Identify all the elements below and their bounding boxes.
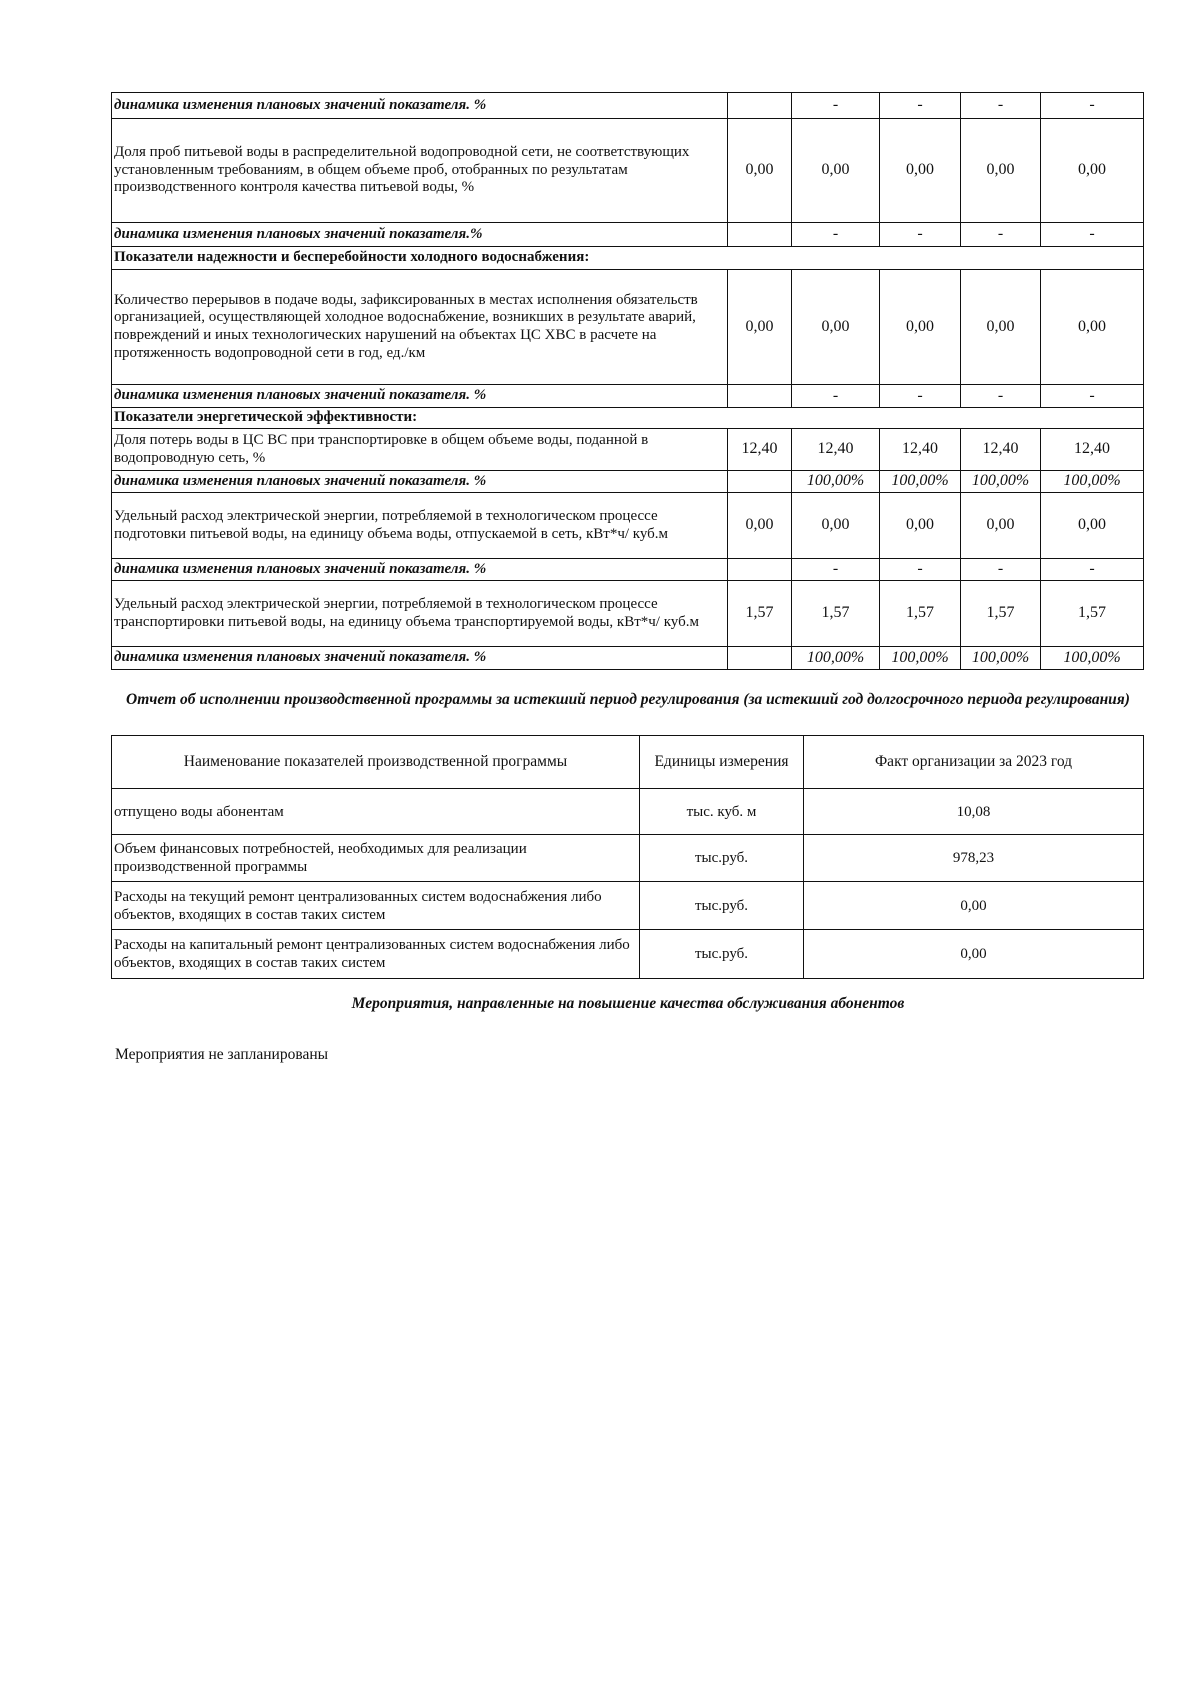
- value-cell: 100,00%: [880, 647, 961, 670]
- value-cell: [728, 385, 792, 408]
- indicator-label: Удельный расход электрической энергии, потребляемой в технологическом процессе транспортировки питьевой воды, на единицу объема транспортируемой воды, кВт*ч/ куб.м: [112, 581, 728, 647]
- row-name: Расходы на текущий ремонт централизованных систем водоснабжения либо объектов, входящих в состав таких систем: [112, 882, 640, 930]
- indicator-label: Доля потерь воды в ЦС ВС при транспортировке в общем объеме воды, поданной в водопроводную сеть, %: [112, 429, 728, 471]
- value-cell: 0,00: [1041, 493, 1144, 559]
- table-row: [112, 882, 1144, 930]
- indicator-row: [112, 119, 1144, 223]
- value-cell: 0,00: [880, 119, 961, 223]
- dynamics-label: динамика изменения плановых значений показателя. %: [112, 471, 728, 493]
- value-cell: 0,00: [880, 270, 961, 385]
- value-cell: 100,00%: [792, 471, 880, 493]
- value-cell: 12,40: [961, 429, 1041, 471]
- dynamics-row: [112, 385, 1144, 408]
- dynamics-row: [112, 647, 1144, 670]
- value-cell: 0,00: [728, 270, 792, 385]
- indicator-row: [112, 429, 1144, 471]
- value-cell: 0,00: [792, 493, 880, 559]
- value-cell: 1,57: [792, 581, 880, 647]
- row-unit: тыс.руб.: [640, 930, 804, 979]
- value-cell: 100,00%: [961, 647, 1041, 670]
- value-cell: -: [792, 385, 880, 408]
- indicator-label: Количество перерывов в подаче воды, зафиксированных в местах исполнения обязательств организацией, осуществляющей холодное водоснабжение, возникших в результате аварий, повреждений и иных технологических нарушений на объектах ЦС ХВС в расчете на протяженность водопроводной сети в год, ед./км: [112, 270, 728, 385]
- value-cell: [728, 93, 792, 119]
- value-cell: 0,00: [961, 493, 1041, 559]
- indicator-row: [112, 581, 1144, 647]
- row-name: отпущено воды абонентам: [112, 789, 640, 835]
- value-cell: -: [880, 93, 961, 119]
- dynamics-label: динамика изменения плановых значений показателя. %: [112, 385, 728, 408]
- dynamics-row: [112, 559, 1144, 581]
- section-header-row: [112, 408, 1144, 429]
- value-cell: 12,40: [1041, 429, 1144, 471]
- value-cell: 0,00: [880, 493, 961, 559]
- value-cell: -: [1041, 559, 1144, 581]
- value-cell: -: [1041, 93, 1144, 119]
- dynamics-label: динамика изменения плановых значений показателя. %: [112, 559, 728, 581]
- row-unit: тыс.руб.: [640, 835, 804, 882]
- value-cell: 100,00%: [792, 647, 880, 670]
- dynamics-row: [112, 93, 1144, 119]
- value-cell: 100,00%: [1041, 471, 1144, 493]
- header-fact: Факт организации за 2023 год: [804, 736, 1144, 789]
- value-cell: [728, 647, 792, 670]
- indicator-row: [112, 270, 1144, 385]
- value-cell: -: [961, 223, 1041, 247]
- indicators-table: [111, 92, 1144, 670]
- measures-title: Мероприятия, направленные на повышение качества обслуживания абонентов: [351, 995, 905, 1012]
- row-unit: тыс.руб.: [640, 882, 804, 930]
- report-table: [111, 735, 1144, 979]
- value-cell: 1,57: [961, 581, 1041, 647]
- dynamics-label: динамика изменения плановых значений показателя. %: [112, 93, 728, 119]
- indicator-label: Удельный расход электрической энергии, потребляемой в технологическом процессе подготовки питьевой воды, на единицу объема воды, отпускаемой в сеть, кВт*ч/ куб.м: [112, 493, 728, 559]
- row-fact: 10,08: [804, 789, 1144, 835]
- dynamics-row: [112, 471, 1144, 493]
- value-cell: -: [961, 385, 1041, 408]
- value-cell: 1,57: [728, 581, 792, 647]
- value-cell: 0,00: [961, 119, 1041, 223]
- value-cell: [728, 223, 792, 247]
- value-cell: -: [1041, 223, 1144, 247]
- table-row: [112, 835, 1144, 882]
- value-cell: 100,00%: [880, 471, 961, 493]
- row-name: Объем финансовых потребностей, необходимых для реализации производственной программы: [112, 835, 640, 882]
- row-unit: тыс. куб. м: [640, 789, 804, 835]
- value-cell: 0,00: [1041, 119, 1144, 223]
- section-title: Показатели надежности и бесперебойности холодного водоснабжения:: [112, 247, 1144, 270]
- report-title: Отчет об исполнении производственной программы за истекший период регулирования (за истекший год долгосрочного периода регулирования): [126, 691, 1130, 708]
- row-fact: 0,00: [804, 930, 1144, 979]
- value-cell: -: [961, 559, 1041, 581]
- row-fact: 978,23: [804, 835, 1144, 882]
- dynamics-label: динамика изменения плановых значений показателя.%: [112, 223, 728, 247]
- value-cell: 100,00%: [961, 471, 1041, 493]
- header-indicator-name: Наименование показателей производственной программы: [112, 736, 640, 789]
- measures-text: Мероприятия не запланированы: [115, 1046, 329, 1063]
- value-cell: 0,00: [792, 270, 880, 385]
- value-cell: 12,40: [880, 429, 961, 471]
- value-cell: 0,00: [728, 493, 792, 559]
- value-cell: 0,00: [1041, 270, 1144, 385]
- value-cell: -: [1041, 385, 1144, 408]
- row-fact: 0,00: [804, 882, 1144, 930]
- table-row: [112, 930, 1144, 979]
- value-cell: -: [880, 385, 961, 408]
- dynamics-label: динамика изменения плановых значений показателя. %: [112, 647, 728, 670]
- value-cell: -: [792, 223, 880, 247]
- row-name: Расходы на капитальный ремонт централизованных систем водоснабжения либо объектов, входящих в состав таких систем: [112, 930, 640, 979]
- value-cell: 100,00%: [1041, 647, 1144, 670]
- value-cell: 0,00: [961, 270, 1041, 385]
- value-cell: -: [792, 559, 880, 581]
- section-header-row: [112, 247, 1144, 270]
- value-cell: 0,00: [792, 119, 880, 223]
- value-cell: 12,40: [792, 429, 880, 471]
- value-cell: 1,57: [1041, 581, 1144, 647]
- dynamics-row: [112, 223, 1144, 247]
- value-cell: [728, 471, 792, 493]
- value-cell: -: [792, 93, 880, 119]
- value-cell: 1,57: [880, 581, 961, 647]
- section-title: Показатели энергетической эффективности:: [112, 408, 1144, 429]
- report-header-row: [112, 736, 1144, 789]
- value-cell: 0,00: [728, 119, 792, 223]
- header-unit: Единицы измерения: [640, 736, 804, 789]
- value-cell: [728, 559, 792, 581]
- indicator-row: [112, 493, 1144, 559]
- value-cell: -: [961, 93, 1041, 119]
- value-cell: -: [880, 223, 961, 247]
- value-cell: -: [880, 559, 961, 581]
- indicator-label: Доля проб питьевой воды в распределительной водопроводной сети, не соответствующих установленным требованиям, в общем объеме проб, отобранных по результатам производственного контроля качества питьевой воды, %: [112, 119, 728, 223]
- value-cell: 12,40: [728, 429, 792, 471]
- table-row: [112, 789, 1144, 835]
